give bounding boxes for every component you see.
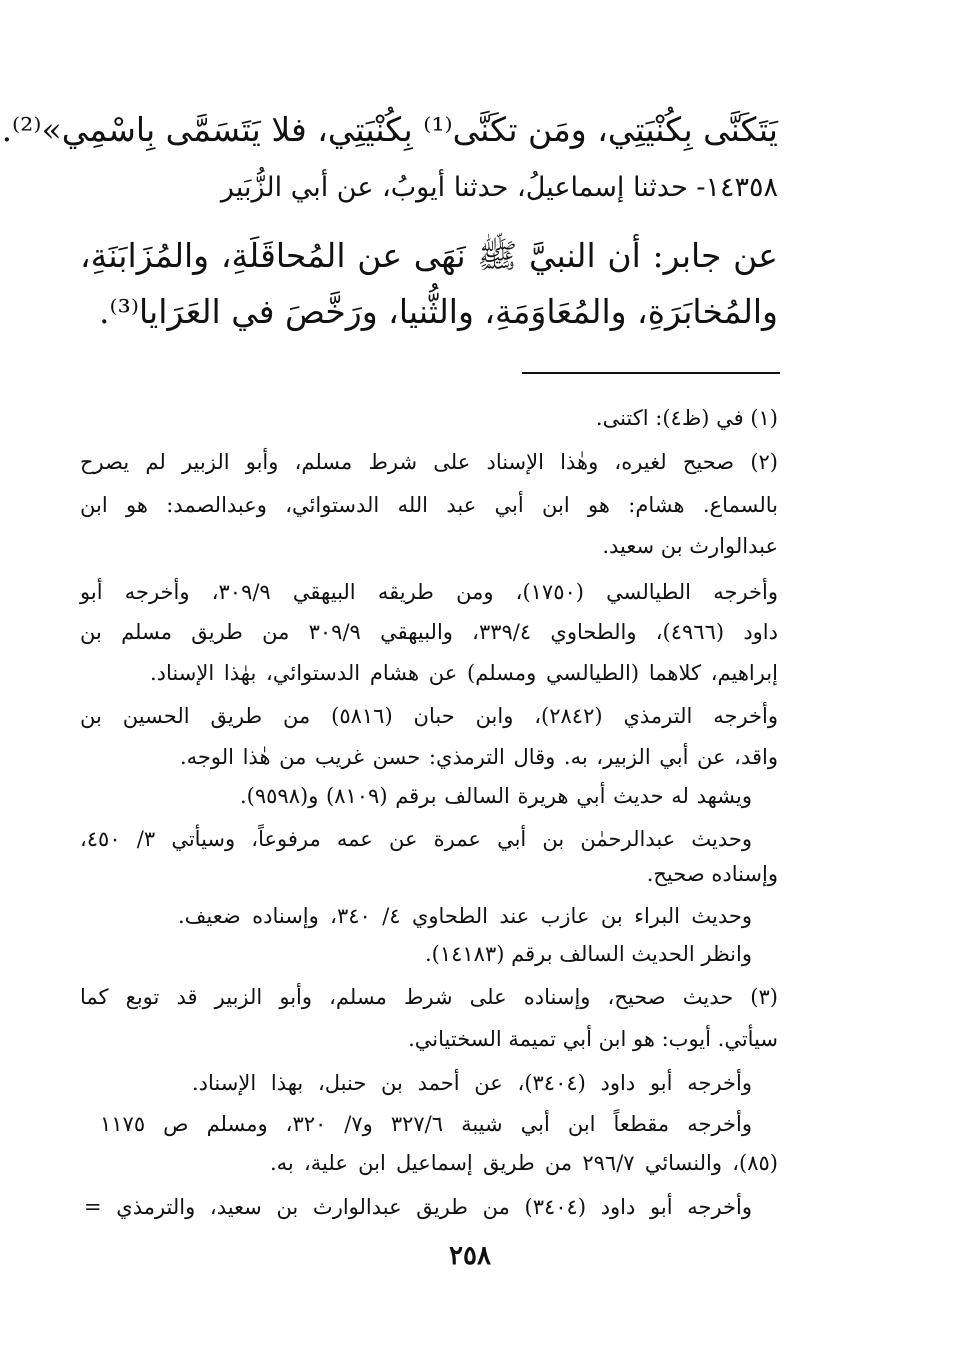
footnote-line: وأخرجه الترمذي (٢٨٤٢)، وابن حبان (٥٨١٦) من طريق الحسين بن (80, 704, 778, 728)
footnote-line: وحديث عبدالرحمٰن بن أبي عمرة عن عمه مرفوعاً، وسيأتي ٣/ ٤٥٠، (80, 827, 752, 851)
footnote-line: ويشهد له حديث أبي هريرة السالف برقم (٨١٠٩) و(٩٥٩٨). (240, 784, 752, 808)
main-text-line: يَتَكَنَّى بِكُنْيَتِي، ومَن تكَنَّى⁽¹⁾ بِكُنْيَتِي، فلا يَتَسَمَّى بِاسْمِي»⁽²⁾. (1, 110, 778, 149)
footnote-line: وأخرجه أبو داود (٣٤٠٤)، عن أحمد بن حنبل، بهذا الإسناد. (192, 1071, 752, 1095)
footnote-line: إبراهيم، كلاهما (الطيالسي ومسلم) عن هشام الدستوائي، بهٰذا الإسناد. (150, 661, 778, 685)
footnote-line: وإسناده صحيح. (646, 862, 778, 886)
footnote-line: وأخرجه مقطعاً ابن أبي شيبة ٣٢٧/٦ و٧/ ٣٢٠، ومسلم ص ١١٧٥ (100, 1112, 752, 1136)
footnote-separator (522, 372, 780, 374)
page-number: ٢٥٨ (449, 1241, 491, 1271)
footnote-line: وحديث البراء بن عازب عند الطحاوي ٤/ ٣٤٠، وإسناده ضعيف. (178, 904, 752, 928)
main-text-line: والمُخابَرَةِ، والمُعَاوَمَةِ، والثُّنيا، ورَخَّصَ في العَرَايا⁽³⁾. (99, 292, 778, 331)
footnote-line: وأخرجه الطيالسي (١٧٥٠)، ومن طريقه البيهقي ٣٠٩/٩، وأخرجه أبو (80, 580, 778, 604)
footnote-line: بالسماع. هشام: هو ابن أبي عبد الله الدستوائي، وعبدالصمد: هو ابن (80, 493, 778, 517)
footnote-line: داود (٤٩٦٦)، والطحاوي ٣٣٩/٤، والبيهقي ٣٠٩/٩ من طريق مسلم بن (80, 620, 778, 644)
footnote-line: سيأتي. أيوب: هو ابن أبي تميمة السختياني. (408, 1027, 778, 1051)
footnote-line: وأخرجه أبو داود (٣٤٠٤) من طريق عبدالوارث بن سعيد، والترمذي = (84, 1195, 753, 1219)
footnote-line: (٢) صحيح لغيره، وهٰذا الإسناد على شرط مسلم، وأبو الزبير لم يصرح (80, 450, 778, 474)
hadith-number-line: ١٤٣٥٨- حدثنا إسماعيلُ، حدثنا أيوبُ، عن أبي الزُّبَير (220, 172, 778, 203)
footnote-line: وانظر الحديث السالف برقم (١٤١٨٣). (424, 942, 752, 966)
footnote-line: (٣) حديث صحيح، وإسناده على شرط مسلم، وأبو الزبير قد توبع كما (80, 985, 778, 1009)
footnote-line: (١) في (ظ٤): اكتنى. (595, 406, 778, 430)
main-text-line: عن جابر: أن النبيَّ ﷺ نَهَى عن المُحاقَلَةِ، والمُزَابَنَةِ، (80, 236, 778, 275)
footnote-line: واقد، عن أبي الزبير، به. وقال الترمذي: حسن غريب من هٰذا الوجه. (180, 745, 778, 769)
footnote-line: (٨٥)، والنسائي ٢٩٦/٧ من طريق إسماعيل ابن علية، به. (270, 1151, 778, 1175)
footnote-line: عبدالوارث بن سعيد. (602, 534, 778, 558)
